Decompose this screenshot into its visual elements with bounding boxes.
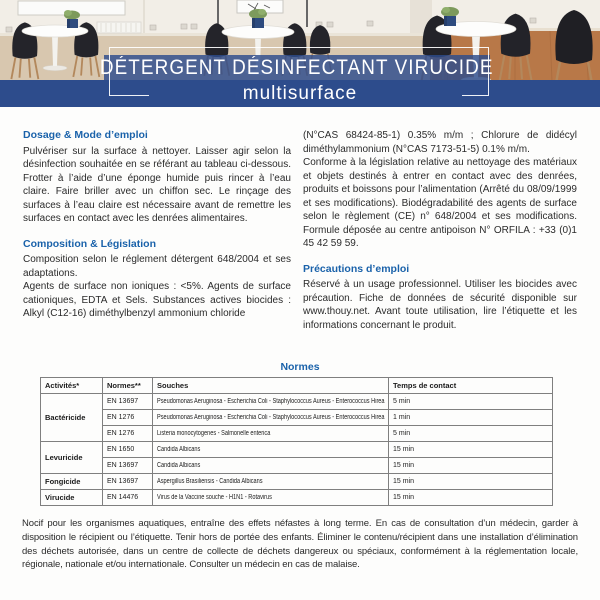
cell-souche-text: Candida Albicans [157, 446, 201, 453]
normes-header-1: Normes** [103, 378, 153, 394]
dosage-heading: Dosage & Mode d’emploi [23, 129, 148, 141]
composition-heading: Composition & Législation [23, 237, 156, 250]
table-row [41, 426, 553, 442]
cell-souche [153, 394, 389, 410]
cell-norme: EN 13697 [103, 458, 153, 474]
cell-souche [153, 490, 389, 506]
normes-header-0: Activités* [41, 378, 103, 394]
composition-paragraph-1: Composition selon le réglement détergent 648/2004 et ses adaptations. [23, 254, 291, 279]
precautions-heading: Précautions d’emploi [303, 262, 410, 275]
table-row [41, 490, 553, 506]
normes-title: Normes [280, 361, 320, 373]
cell-activity: Bactéricide [41, 394, 103, 442]
cell-souche [153, 474, 389, 490]
cell-souche [153, 426, 389, 442]
cell-temps: 5 min [389, 426, 553, 442]
cell-souche [153, 410, 389, 426]
cell-souche-text: Candida Albicans [157, 462, 201, 469]
cell-temps: 1 min [389, 410, 553, 426]
normes-table [40, 377, 553, 506]
dosage-paragraph: Pulvériser sur la surface à nettoyer. Laisser agir selon la désinfection souhaitée en se référant au tableau ci-dessous. Frotter à l’aide d’une éponge humide puis rincer à l’eau claire. Faire briller avec un chiffon sec. Le rinçage des surfaces à l’eau claire est nécessaire avant de remettre les surfaces en contact avec les denrées alimentaires. [23, 145, 291, 224]
cell-temps: 15 min [389, 474, 553, 490]
normes-header-2: Souches [153, 378, 389, 394]
cell-norme: EN 14476 [103, 490, 153, 506]
cell-souche-text: Virus de la Vaccine souche - H1N1 - Rotavirus [157, 494, 272, 501]
cas-paragraph: (N°CAS 68424-85-1) 0.35% m/m ; Chlorure de didécyl diméthylammonium (N°CAS 7173-51-5) 0.1% m/m. [303, 130, 577, 155]
cell-activity: Fongicide [41, 474, 103, 490]
table-row [41, 442, 553, 458]
product-title: DÉTERGENT DÉSINFECTANT VIRUCIDE [100, 56, 494, 79]
cell-temps: 15 min [389, 442, 553, 458]
normes-table-head [41, 378, 553, 394]
cell-souche [153, 458, 389, 474]
cell-souche-text: Aspergillus Brasiliensis - Candida Albicans [157, 478, 263, 485]
cell-souche-text: Pseudomonas Aeruginosa - Escherichia Coli - Staphylococcus Aureus - Enterococcus Hirea [157, 398, 385, 405]
table-row [41, 410, 553, 426]
composition-paragraph-2: Agents de surface non ioniques : <5%. Agents de surface cationiques, EDTA et Sels. Substances actives biocides : Alkyl (C12-16) diméthylbenzyl ammonium chloride [23, 281, 291, 319]
banner-frame-bottom-right [462, 95, 489, 96]
cell-norme: EN 1276 [103, 410, 153, 426]
cell-souche [153, 442, 389, 458]
table-row [41, 458, 553, 474]
table-row [41, 474, 553, 490]
cell-activity: Virucide [41, 490, 103, 506]
cell-souche-text: Pseudomonas Aeruginosa - Escherichia Coli - Staphylococcus Aureus - Enterococcus Hirea [157, 414, 385, 421]
cell-souche-text: Listeria monocytogenes - Salmonelle enterica [157, 430, 271, 437]
normes-table-body [41, 394, 553, 506]
banner-frame-bottom-left [109, 95, 149, 96]
product-subtitle: multisurface [242, 83, 358, 104]
cell-temps: 5 min [389, 394, 553, 410]
cell-norme: EN 13697 [103, 474, 153, 490]
banner-frame [109, 47, 489, 95]
cell-norme: EN 13697 [103, 394, 153, 410]
cell-temps: 15 min [389, 490, 553, 506]
cell-norme: EN 1276 [103, 426, 153, 442]
photo-radiator [97, 22, 141, 33]
cell-temps: 15 min [389, 458, 553, 474]
normes-header-3: Temps de contact [389, 378, 553, 394]
precautions-paragraph: Réservé à un usage professionnel. Utiliser les biocides avec précaution. Fiche de données de sécurité disponible sur www.thouy.net. Avant toute utilisation, lire l’étiquette et les informations concernant le produit. [303, 279, 577, 331]
body-columns [23, 129, 577, 332]
cell-norme: EN 1650 [103, 442, 153, 458]
hazard-footer: Nocif pour les organismes aquatiques, entraîne des effets néfastes à long terme. En cas de consultation d’un médecin, garder à disposition le récipient ou l’étiquette. Tenir hors de portée des enfants. Éliminer le contenu/récipient dans une installation d’élimination des déchets autorisée, dans un centre de collecte de déchets dangereux ou spéciaux, conformément à la réglementation locale, régionale, nationale et/ou internationale. Consulter un médecin en cas de malaise. [22, 518, 578, 571]
right-column [303, 129, 577, 332]
legislation-paragraph: Conforme à la législation relative au nettoyage des matériaux et objets destinés à entrer en contact avec des denrées, produits et boissons pour l’alimentation (Arrêté du 08/09/1999 et ses modifications). Biodégradabilité des agents de surface selon le règlement (CE) n° 648/2004 et ses modifications. Formule déposée au centre antipoison N° ORFILA : +33 (0)1 45 42 59 59. [303, 157, 577, 249]
table-row [41, 394, 553, 410]
cell-activity: Levuricide [41, 442, 103, 474]
left-column [23, 129, 291, 332]
